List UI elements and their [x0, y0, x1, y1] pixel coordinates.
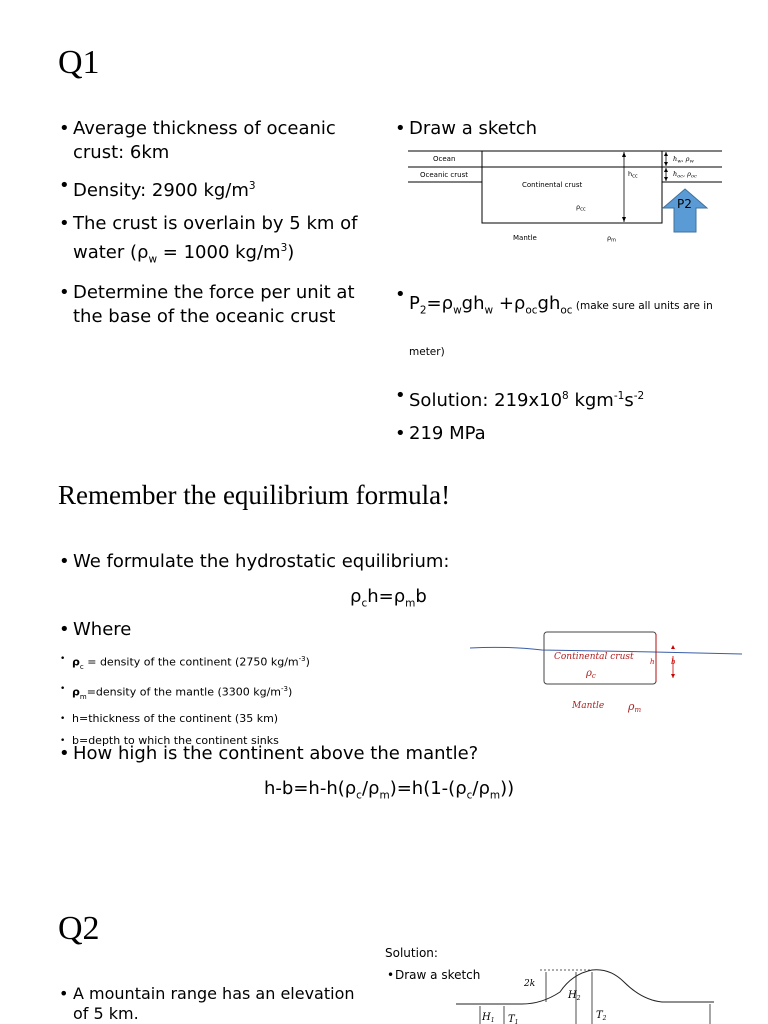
bullet-pressure-equation: • $P_2=\rho_wgh_w +\rho_{oc}gh_{oc}$ (make sure all units are in meter)	[393, 283, 743, 375]
h2-label: $H_2$	[568, 990, 581, 1002]
slide1-left-bullets	[57, 117, 369, 338]
bullet-solution: • Solution: $219x10^8$ $kgm^{-1}s^{-2}$	[393, 384, 743, 413]
bullet-how-high: • How high is the continent above the mantle?	[57, 742, 617, 766]
mantle-label: Mantle	[513, 234, 537, 242]
slide2-where	[57, 618, 257, 651]
hoc-label: $h_{oc}$, $\rho_{oc}$	[673, 170, 697, 180]
rho-cc-label: $\rho_{cc}$	[576, 203, 586, 213]
sketch-h: h	[650, 658, 655, 666]
slide2-definitions	[58, 652, 438, 756]
bullet-where: • Where	[57, 618, 257, 642]
bullet-draw-sketch: • Draw a sketch	[393, 117, 733, 141]
bullet-determine-force: • Determine the force per unit at the base of the oceanic crust	[57, 281, 369, 329]
h-cc-label: $h_{cc}$	[628, 170, 638, 180]
slide3-solution-label: Solution:	[385, 946, 438, 960]
sketch-crust-label: Continental crust	[554, 652, 634, 662]
crust-diagram	[400, 148, 730, 248]
continental-crust-label: Continental crust	[522, 181, 583, 189]
slide1-right-sketch-bullet	[393, 117, 733, 150]
slide1-title: Q1	[58, 44, 100, 81]
slide2-intro	[57, 550, 617, 583]
t1-label: $T_1$	[508, 1014, 519, 1024]
slide2-question	[57, 742, 617, 775]
bullet-oceanic-thickness: • Average thickness of oceanic crust: 6km	[57, 117, 369, 165]
rho-m-label: $\rho_m$	[607, 234, 617, 244]
slide2-title: Remember the equilibrium formula!	[58, 480, 451, 510]
bullet-hydrostatic: • We formulate the hydrostatic equilibrium:	[57, 550, 617, 574]
slide3-title: Q2	[58, 910, 100, 947]
def-rho-c: • $\rho_c$ = density of the continent (2750 $kg/m^{-3}$)	[58, 652, 438, 674]
h1-label: $H_1$	[482, 1012, 495, 1024]
def-rho-m: • $\rho_m=density$ of the mantle (3300 $kg/m^{-3}$)	[58, 682, 438, 704]
bullet-mpa: • 219 MPa	[393, 422, 743, 446]
equilibrium-formula: $\rho_ch=\rho_mb$	[350, 586, 427, 610]
t2-label: $T_2$	[596, 1010, 607, 1022]
bullet-water-overlay: • The crust is overlain by 5 km of water ($\rho_w = 1000$ $kg/m^3$)	[57, 212, 369, 272]
mountain-sketch	[452, 964, 732, 1024]
slide3-left-bullets	[57, 984, 372, 1024]
bullet-mountain-elevation: • A mountain range has an elevation of 5 km.	[57, 984, 372, 1024]
bullet-density: • Density: 2900 $kg/m^3$	[57, 174, 369, 203]
sketch-mantle: Mantle	[572, 701, 605, 711]
hw-label: $h_w$, $\rho_w$	[673, 155, 694, 165]
continent-sketch	[468, 626, 748, 716]
bullet-q2-sketch: • Draw a sketch	[385, 967, 585, 983]
sketch-rho-m: ρm	[628, 700, 642, 714]
sketch-rho-c: $\rho_c$	[586, 668, 596, 680]
ocean-label: Ocean	[433, 155, 456, 163]
dz-label: 2k	[524, 979, 536, 989]
sketch-b: b	[671, 658, 676, 666]
oceanic-crust-label: Oceanic crust	[420, 171, 468, 179]
def-h: • h=thickness of the continent (35 km)	[58, 712, 438, 726]
p2-label: P2	[677, 197, 692, 211]
height-formula: $h-b=h-h(\rho_c/\rho_m)=h(1-(\rho_c/\rho_m))$	[264, 778, 515, 802]
def-b: • b=depth to which the continent sinks	[58, 734, 438, 748]
slide1-right-bullets	[393, 283, 743, 455]
